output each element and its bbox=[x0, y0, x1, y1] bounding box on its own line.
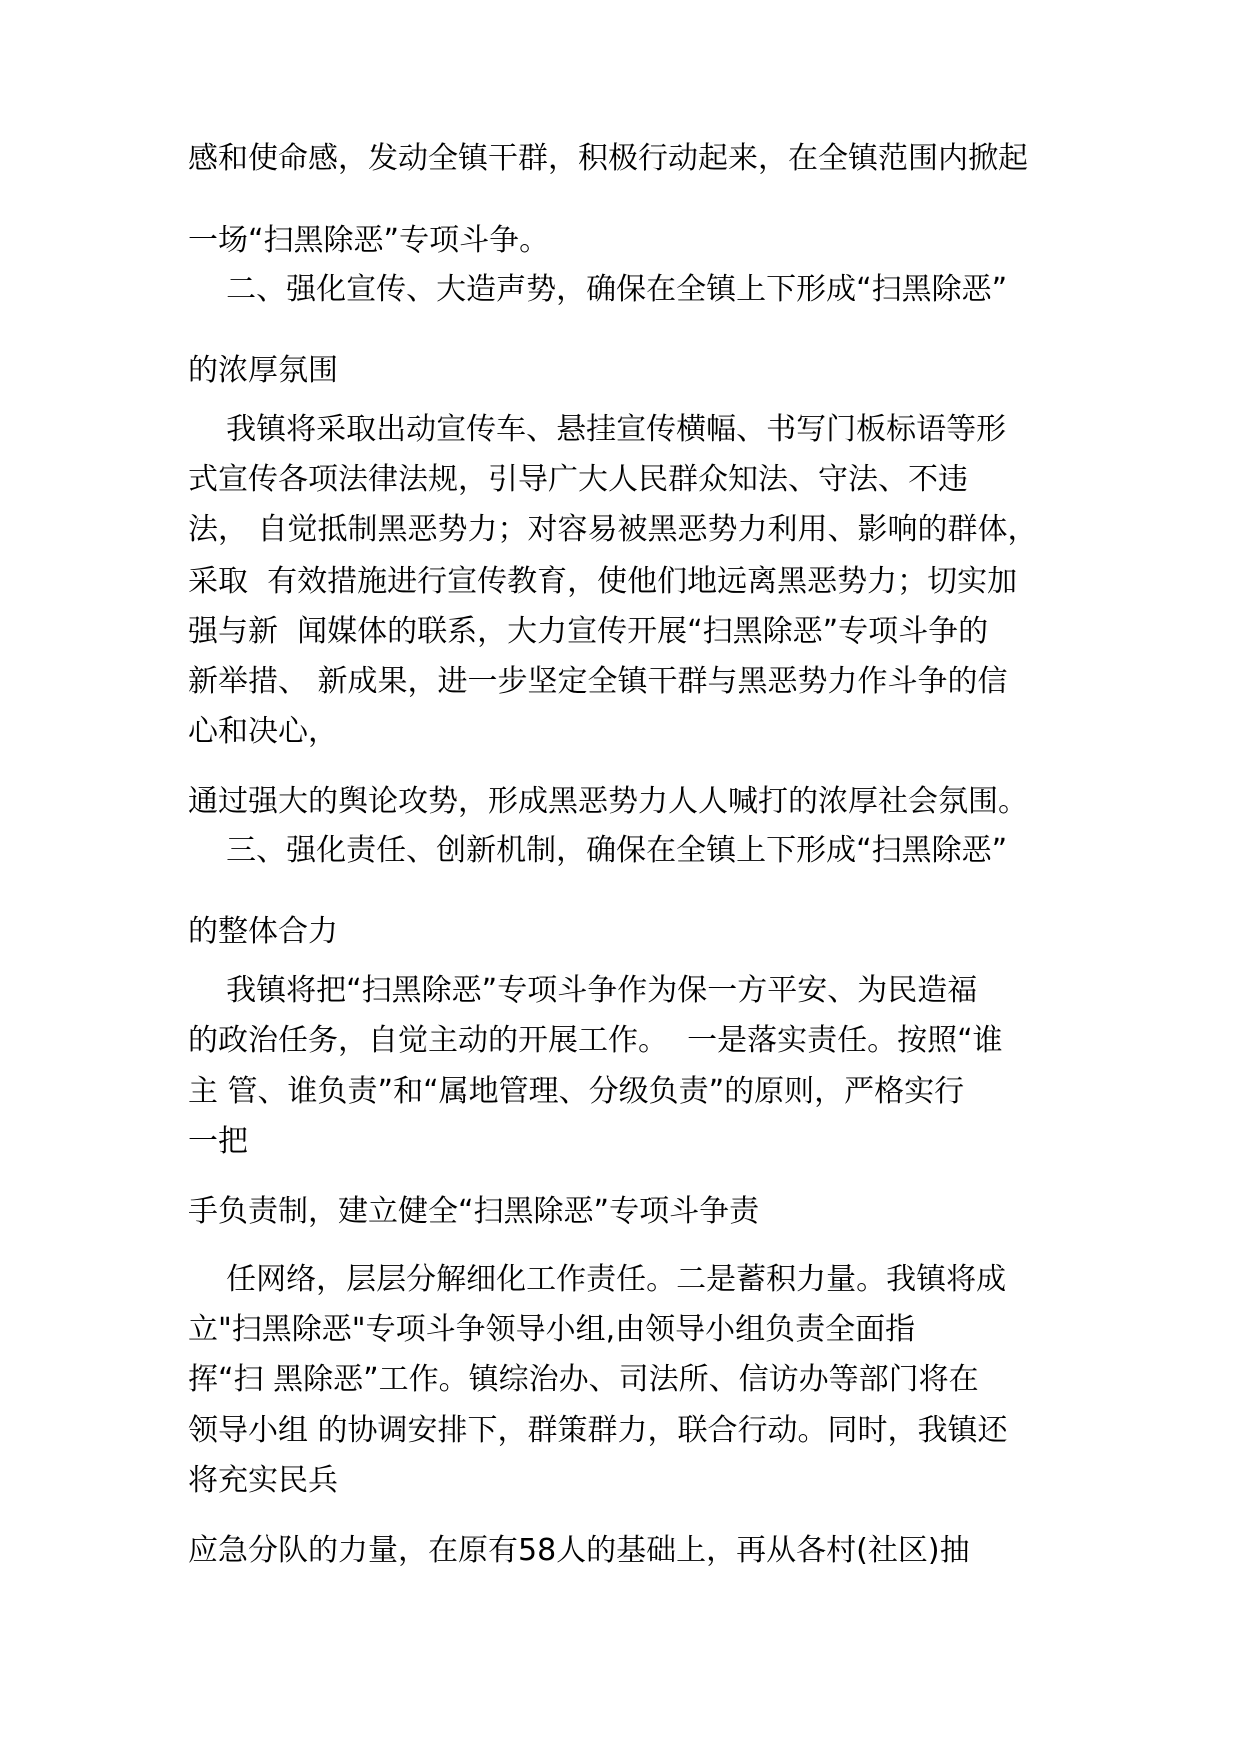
text-line: 一场“扫黑除恶”专项斗争。 bbox=[188, 223, 550, 258]
text-line: 新举措、 新成果，进一步坚定全镇干群与黑恶势力作斗争的信 bbox=[188, 664, 1008, 699]
text-line: 应急分队的力量，在原有58人的基础上，再从各村(社区)抽 bbox=[188, 1533, 970, 1568]
text-line: 挥“扫 黑除恶”工作。镇综治办、司法所、信访办等部门将在 bbox=[188, 1362, 979, 1397]
text-line: 感和使命感，发动全镇干群，积极行动起来，在全镇范围内掀起 bbox=[188, 141, 1028, 176]
text-line: 我镇将把“扫黑除恶”专项斗争作为保一方平安、为民造福 bbox=[188, 973, 978, 1008]
text-line: 强与新 闻媒体的联系，大力宣传开展“扫黑除恶”专项斗争的 bbox=[188, 614, 989, 649]
text-line: 领导小组 的协调安排下，群策群力，联合行动。同时，我镇还 bbox=[188, 1413, 1008, 1448]
section-heading: 的整体合力 bbox=[188, 914, 338, 949]
text-line: 主 管、谁负责”和“属地管理、分级负责”的原则，严格实行 bbox=[188, 1074, 965, 1109]
text-line: 我镇将采取出动宣传车、悬挂宣传横幅、书写门板标语等形 bbox=[188, 412, 1007, 447]
text-line: 法， 自觉抵制黑恶势力；对容易被黑恶势力利用、影响的群体， bbox=[188, 512, 1038, 547]
text-line: 采取 有效措施进行宣传教育，使他们地远离黑恶势力；切实加 bbox=[188, 564, 1018, 599]
section-heading: 三、强化责任、创新机制，确保在全镇上下形成“扫黑除恶” bbox=[188, 833, 1008, 868]
text-line: 立"扫黑除恶"专项斗争领导小组,由领导小组负责全面指 bbox=[188, 1312, 916, 1347]
text-line: 通过强大的舆论攻势，形成黑恶势力人人喊打的浓厚社会氛围。 bbox=[188, 784, 1028, 819]
text-line: 手负责制，建立健全“扫黑除恶”专项斗争责 bbox=[188, 1194, 760, 1229]
section-heading: 二、强化宣传、大造声势，确保在全镇上下形成“扫黑除恶” bbox=[188, 272, 1008, 307]
text-line: 的政治任务，自觉主动的开展工作。 一是落实责任。按照“谁 bbox=[188, 1023, 1003, 1058]
text-line: 将充实民兵 bbox=[188, 1463, 338, 1498]
text-line: 心和决心， bbox=[188, 714, 338, 749]
text-line: 一把 bbox=[188, 1124, 248, 1159]
text-line: 式宣传各项法律法规，引导广大人民群众知法、守法、不违 bbox=[188, 462, 968, 497]
section-heading: 的浓厚氛围 bbox=[188, 353, 338, 388]
text-line: 任网络，层层分解细化工作责任。二是蓄积力量。我镇将成 bbox=[188, 1262, 1007, 1297]
